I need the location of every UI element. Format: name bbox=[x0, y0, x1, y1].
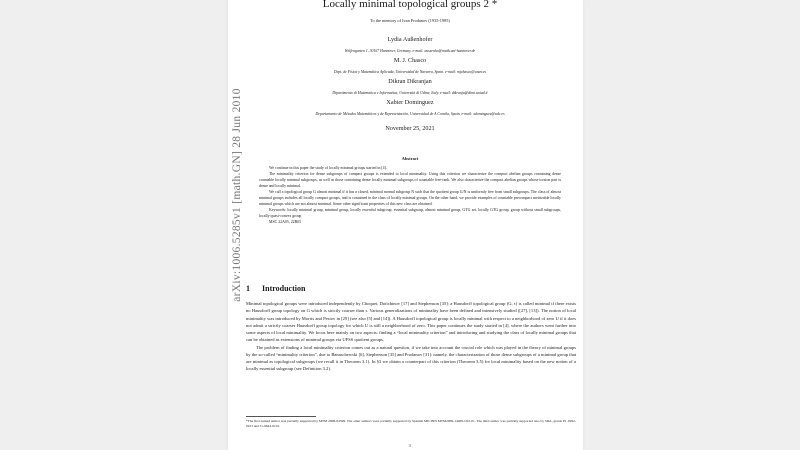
body-paragraph: Minimal topological groups were introduced independently by Choquet, Doïtchinov [17] and Stephenson [35]: a Hausdorff topological group (G, τ) is called minimal if there exists no Hausdorff group topology on G which is strictly coarser than τ. Various generalizations of minimality have been defined and intensively studied ([27], [13]). The notion of local minimality was introduced by Morris and Pestov in [29] (see also [5] and [14]). A Hausdorff topological group is locally minimal with respect to a neighborhood of zero U if it does not admit a strictly coarser Hausdorff group topology for which U is still a neighborhood of zero. This paper continues the study started in [4], where the authors went further into some aspects of local minimality. We focus here mainly on two aspects: finding a “local minimality criterion” and introducing and studying the class of locally minimal groups that can be obtained as extensions of minimal groups via UFSS quotient groups. bbox=[246, 301, 576, 343]
abstract-msc: MSC 22A05, 22B05 bbox=[269, 220, 302, 225]
dedication: To the memory of Ivan Prodanov (1935-1985) bbox=[370, 18, 450, 23]
author-affiliation: Welfengarten 1, 30167 Hannover, Germany. e-mail: aussenho@math.uni-hannover.de bbox=[344, 49, 476, 53]
author-name: Xabier Dominguez bbox=[386, 99, 434, 106]
section-body bbox=[246, 300, 576, 373]
abstract-paragraph: The minimality criterion for dense subgroups of compact groups is extended to local minimality. Using this criterion we characterize the compact abelian groups containing dense countable locally minimal subgroups, as well as those containing dense locally minimal subgroups of countable free-rank. We also characterize the compact abelian groups whose torsion part is dense and locally minimal. bbox=[259, 172, 561, 189]
page-number: 1 bbox=[408, 443, 412, 448]
section-number: 1 bbox=[246, 284, 250, 293]
footnote-rule bbox=[246, 416, 316, 417]
paper-date: November 25, 2021 bbox=[385, 125, 435, 132]
paper-title: Locally minimal topological groups 2 * bbox=[322, 0, 498, 10]
abstract-paragraph: We continue in this paper the study of locally minimal groups started in [4]. bbox=[269, 166, 387, 170]
author-name: Dikran Dikranjan bbox=[388, 78, 432, 85]
section-title: Introduction bbox=[262, 284, 306, 293]
body-paragraph: The problem of finding a local minimality criterion comes out as a natural question, if we take into account the crucial role which was played in the theory of minimal groups by the so-called “minimality criterion”, due to Banaschewski [6], Stephenson [35] and Prodanov [31]: namely, the characterization of those dense subgroups of a minimal group that are minimal as topological subgroups (we recall it in Theorem 3.1). In §3 we obtain a counterpart of this criterion (Theorem 3.5) for local minimality based on the new notion of a locally essential subgroup (see Definition 3.2). bbox=[246, 344, 576, 372]
author-affiliation: Dept. de Física y Matemática Aplicada, Universidad de Navarra, Spain. e-mail: mjchasco@unav.es bbox=[333, 70, 487, 74]
author-affiliation: Departamento de Métodos Matemáticos y de Representación, Universidad de A Coruña, Spain. e-mail: xdominguez@udc.es bbox=[315, 112, 505, 116]
abstract-body bbox=[259, 165, 561, 225]
author-name: Lydia Außenhofer bbox=[387, 36, 433, 43]
author-name: M. J. Chasco bbox=[393, 57, 427, 64]
abstract-paragraph: We call a topological group G almost minimal if it has a closed, minimal normal subgroup N such that the quotient group G/N is uniformly free from small subgroups. The class of almost minimal groups includes all locally compact groups, and is contained in the class of locally minimal groups. On the other hand, we provide examples of countable precompact metrizable locally minimal groups which are not almost minimal. Some other significant properties of this new class are obtained. bbox=[259, 190, 561, 207]
abstract-heading: Abstract bbox=[401, 156, 419, 161]
footnote: *The first named author was partially supported by MTM 2008-04599. The other authors were partially supported by Spanish MICINN MTM2009-14409-C02-01. The third author was partially supported also by SRA, grants P1-0292-0101 and J1-9643-0101. bbox=[246, 419, 576, 429]
section-heading bbox=[246, 284, 305, 293]
author-affiliation: Dipartimento di Matematica e Informatica, Università di Udine, Italy. e-mail: dikranja@dimi.uniud.it bbox=[332, 91, 488, 95]
abstract-keywords: Keywords: locally minimal group, minimal group, locally essential subgroup, essential subgroup, almost minimal group, GTG set, locally GTG group, group without small subgroups, locally quasi-convex group bbox=[259, 208, 561, 219]
arxiv-identifier-stamp: arXiv:1006.5285v1 [math.GN] 28 Jun 2010 bbox=[230, 87, 243, 302]
